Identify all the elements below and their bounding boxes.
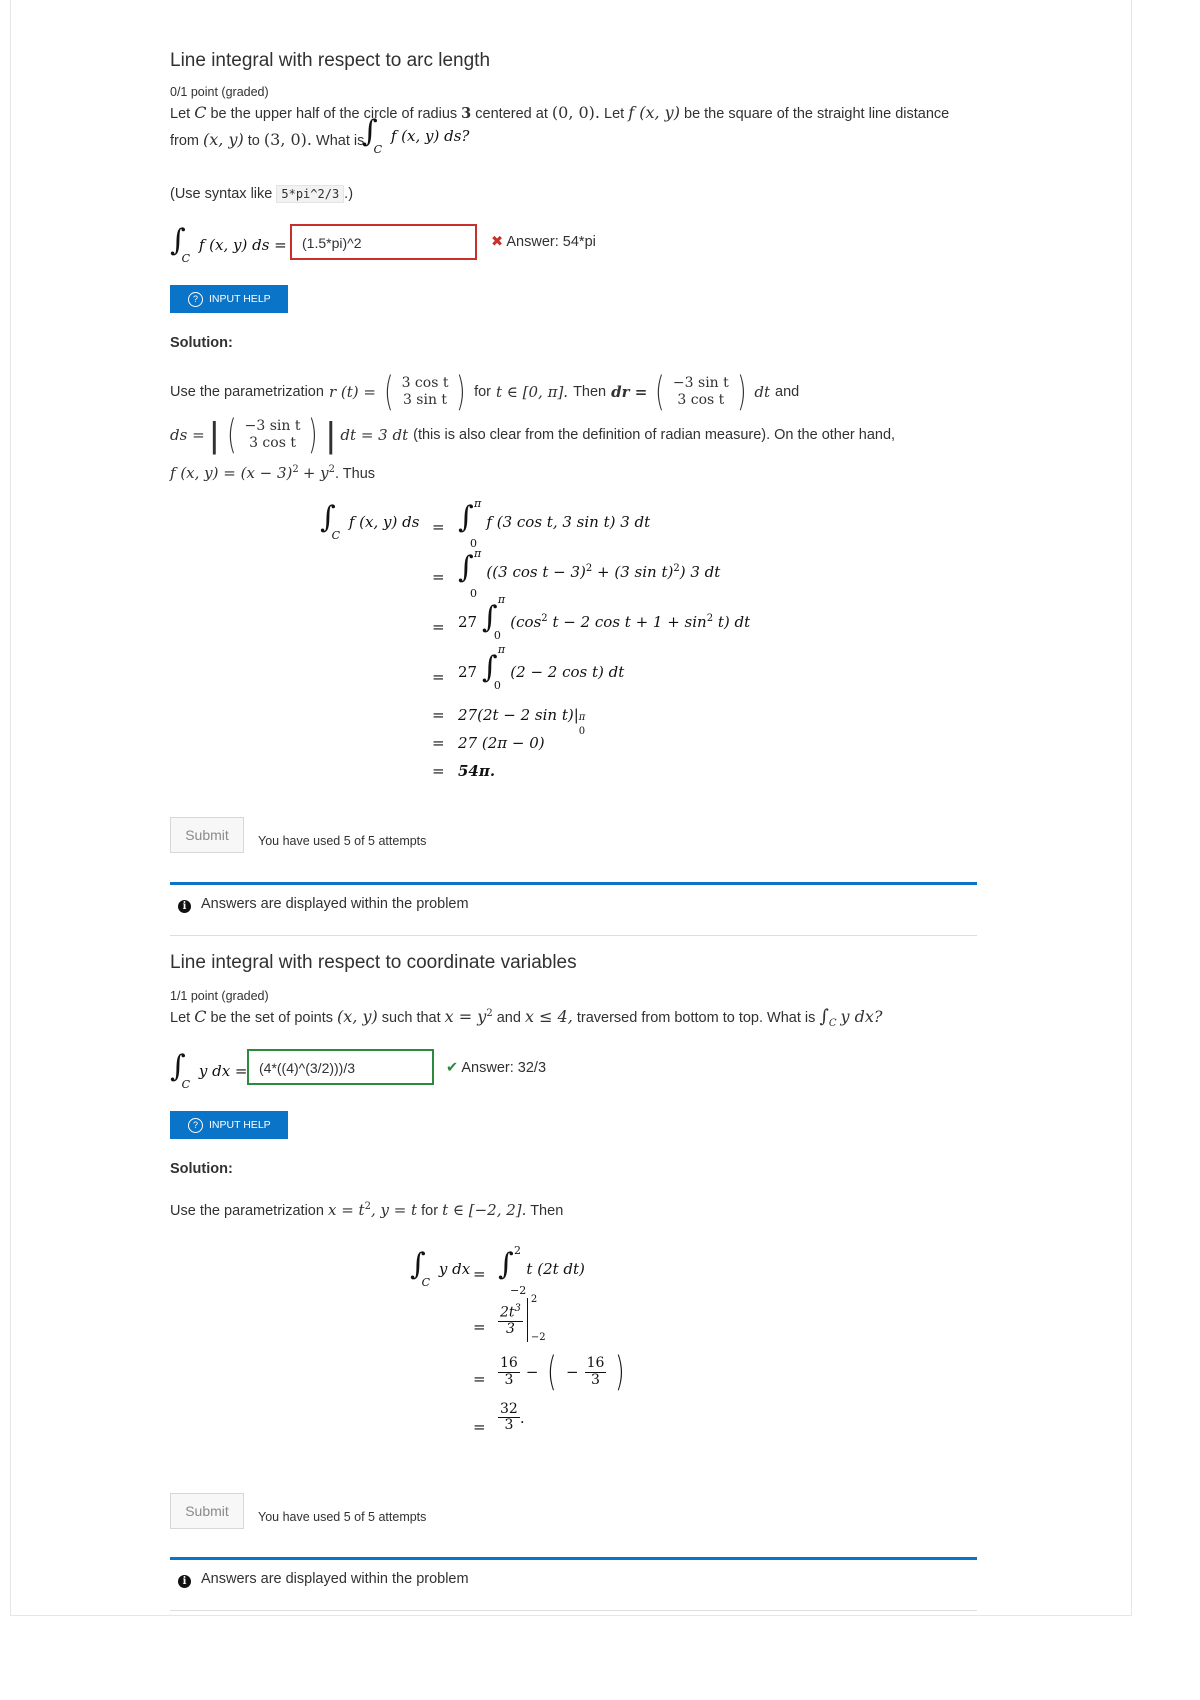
problem2-points: 1/1 point (graded) [170, 989, 269, 1003]
problem2-eq-lhs: $\int_C$ y dx [410, 1247, 471, 1289]
stmt-center: (0, 0). [551, 103, 600, 122]
stmt-text: centered at [475, 106, 548, 122]
eq-equals: = [432, 618, 445, 636]
integral-sign-icon: ∫ [819, 1006, 829, 1027]
problem2-eq1: ∫ 2 −2 t (2t dt) [498, 1244, 585, 1297]
stmt-text: be the square of the straight line distance [684, 106, 950, 122]
problem2-solution-label: Solution: [170, 1161, 233, 1177]
stmt-text: from [170, 133, 199, 149]
problem1-eq-lhs: $\int_C$ f (x, y) ds [320, 500, 420, 542]
problem1-syntax-hint: (Use syntax like 5*pi^2/3 .) [170, 186, 354, 202]
stmt-text: be the upper half of the circle of radius [210, 106, 458, 122]
problem1-eq2: ∫ π 0 ((3 cos t − 3)$^2$ + (3 sin t)$^2$) 3 dt [458, 547, 721, 600]
eq-equals: = [432, 518, 445, 536]
submit-button-problem2[interactable]: Submit [170, 1493, 244, 1529]
stmt-curve: C [194, 103, 207, 122]
problem1-attempts: You have used 5 of 5 attempts [258, 834, 427, 848]
incorrect-icon: ✖ [491, 234, 504, 250]
integral-sign-icon: ∫ [362, 114, 378, 149]
problem1-eq4: 27 ∫ π 0 (2 − 2 cos t) dt [458, 643, 625, 692]
eq-equals: = [473, 1418, 486, 1436]
info-icon: i [178, 1575, 191, 1588]
problem2-title: Line integral with respect to coordinate variables [170, 952, 577, 973]
submit-button-problem1[interactable]: Submit [170, 817, 244, 853]
answer-input-problem2[interactable]: (4*((4)^(3/2)))/3 [247, 1049, 434, 1085]
notice-rule [170, 882, 977, 885]
integral-sign-icon: ∫ [410, 1247, 426, 1282]
problem2-eq4: $\frac{32}{3}$ . [500, 1401, 525, 1434]
problem1-solution-line2: ds = | ( −3 sin t 3 cos t ) | dt = 3 dt (this is also clear from the definition of radian measure). On the other hand, [170, 412, 896, 458]
syntax-example: 5*pi^2/3 [276, 185, 344, 203]
problem1-answer-feedback [491, 234, 596, 250]
stmt-text: to [247, 133, 260, 149]
problem1-eq5: 27(2t − 2 sin t)| π 0 [458, 706, 586, 737]
problem2-eq2: $\frac{2t^3}{3}$ 2 −2 [498, 1298, 552, 1342]
problem1-solution-label: Solution: [170, 335, 233, 351]
answer-text: Answer: 54*pi [506, 234, 596, 250]
section-divider [170, 1610, 977, 1611]
problem2-solution-line1: Use the parametrization $x = t^2$, y = t for t ∈ [−2, 2]. Then [170, 1201, 564, 1219]
problem1-input-label: $\int_C$ f (x, y) ds = [170, 223, 287, 265]
eq-equals: = [432, 762, 445, 780]
problem1-points: 0/1 point (graded) [170, 85, 269, 99]
problem2-answer-feedback [446, 1060, 546, 1076]
stmt-point: (x, y) [203, 130, 244, 149]
problem1-solution-line3: f (x, $y) = (x - 3)^2 + y^2$. Thus [170, 464, 376, 482]
integral-sign-icon: ∫ [170, 223, 186, 258]
stmt-text: Let [604, 106, 625, 122]
eq-equals: = [432, 734, 445, 752]
problem1-question-integral: $\int_C$ f (x, y) ds? [362, 114, 470, 156]
problem1-title: Line integral with respect to arc length [170, 50, 491, 71]
eq-equals: = [432, 706, 445, 724]
eq-equals: = [473, 1370, 486, 1388]
eq-equals: = [473, 1318, 486, 1336]
problem1-eq7: 54π. [458, 762, 496, 780]
integral-sign-icon: ∫ [170, 1049, 186, 1084]
eq-equals: = [432, 568, 445, 586]
problem1-notice: i Answers are displayed within the problem [178, 896, 469, 913]
integral-sign-icon: ∫ [320, 500, 336, 535]
info-icon: i [178, 900, 191, 913]
problem2-attempts: You have used 5 of 5 attempts [258, 1510, 427, 1524]
answer-text: Answer: 32/3 [461, 1060, 547, 1076]
stmt-radius: 3 [461, 105, 472, 122]
stmt-point: (3, 0). [263, 130, 313, 149]
problem1-eq1: ∫ π 0 f (3 cos t, 3 sin t) 3 dt [458, 497, 651, 550]
problem2-eq3: $\frac{16}{3}$ − ( − $\frac{16}{3}$ ) [500, 1349, 625, 1395]
stmt-text: Let [170, 106, 191, 122]
input-help-button[interactable]: ? INPUT HELP [170, 1111, 288, 1139]
input-help-button[interactable]: ? INPUT HELP [170, 285, 288, 313]
question-icon: ? [188, 292, 203, 307]
notice-rule [170, 1557, 977, 1560]
stmt-text: What is [316, 133, 365, 149]
answer-input-problem1[interactable]: (1.5*pi)^2 [290, 224, 477, 260]
problem2-notice: i Answers are displayed within the problem [178, 1571, 469, 1588]
problem2-input-label: $\int_C$ y dx = [170, 1049, 248, 1091]
problem2-statement: Let C be the set of points (x, y) such that $x = y^2$ and x ≤ 4, traversed from bottom to top. What is $\int_C$ y dx? [170, 1006, 883, 1029]
problem1-eq3: 27 ∫ π 0 ($\cos^2$ t − 2 $\cos t + 1 + \sin^2 t$) dt [458, 593, 751, 642]
problem1-statement-line1 [170, 103, 949, 122]
section-divider [170, 935, 977, 936]
eq-equals: = [473, 1265, 486, 1283]
stmt-function: f (x, y) [628, 103, 680, 122]
eq-equals: = [432, 668, 445, 686]
problem1-statement-line2 [170, 130, 364, 149]
problem1-eq6: 27 (2π − 0) [458, 734, 545, 752]
question-icon: ? [188, 1118, 203, 1133]
correct-icon: ✔ [446, 1060, 459, 1076]
problem1-solution-line1: Use the parametrization r (t) = ( 3 cos t 3 sin t ) for t ∈ [0, π]. Then dr = ( −3 sin t 3 cos t ) dt and [170, 369, 800, 415]
